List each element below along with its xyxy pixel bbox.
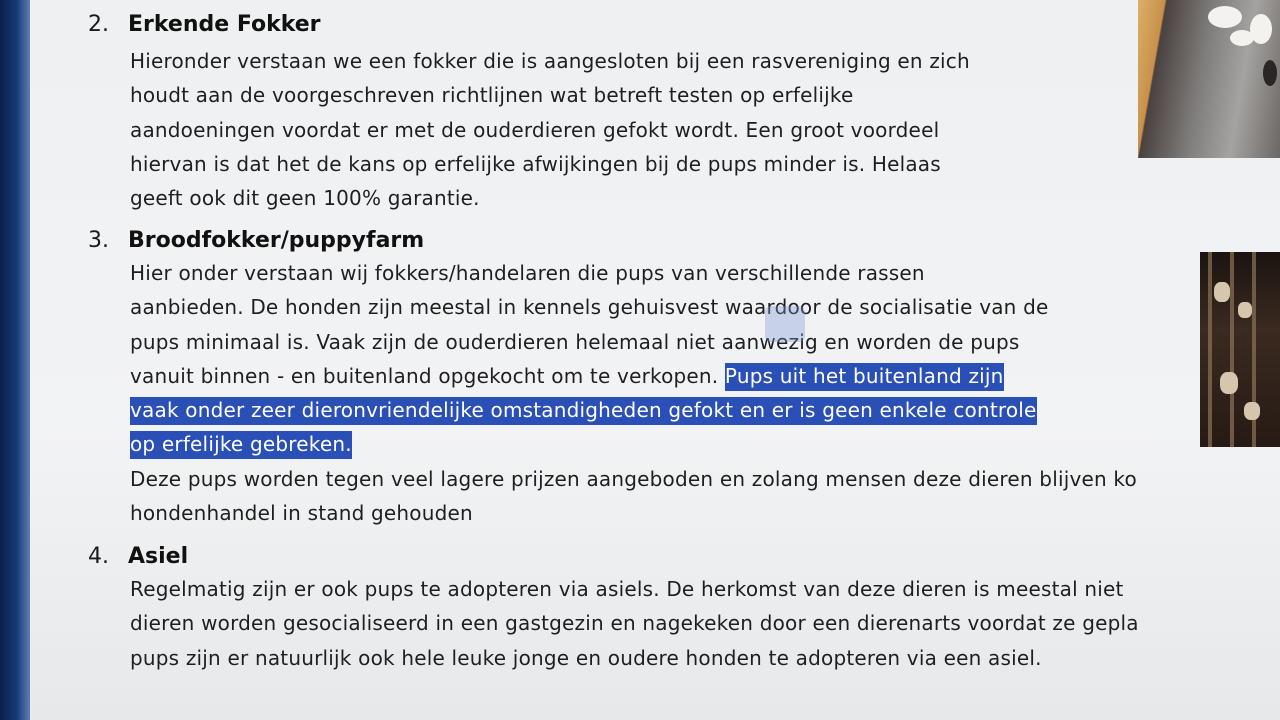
text-line: geeft ook dit geen 100% garantie. [130,186,480,211]
text-line: aandoeningen voordat er met de ouderdieren gefokt wordt. Een groot voordeel [130,117,940,142]
text-line: Regelmatig zijn er ook pups te adopteren via asiels. De herkomst van deze dieren is meestal niet [130,577,1124,601]
text-segment: vanuit binnen - en buitenland opgekocht om te verkopen. [130,363,725,388]
web-page[interactable] [30,0,1280,720]
section-text[interactable] [130,44,970,215]
text-line: pups zijn er natuurlijk ook hele leuke jonge en oudere honden te adopteren via een asiel. [130,645,1042,670]
screen-bezel [0,0,30,720]
cursor-icon [765,306,805,342]
selected-text[interactable]: Pups uit het buitenland zijn [725,363,1004,391]
selected-text[interactable]: vaak onder zeer dieronvriendelijke omstandigheden gefokt en er is geen enkele controle [130,397,1037,425]
text-line: Hieronder verstaan we een fokker die is aangesloten bij een rasvereniging en zich [130,49,970,73]
list-number: 3. [88,228,109,253]
list-number: 2. [88,12,109,37]
text-line [130,393,1137,427]
selected-text[interactable]: op erfelijke gebreken. [130,431,352,459]
section-title: Broodfokker/puppyfarm [128,228,425,253]
section-title: Erkende Fokker [128,12,321,37]
section-text[interactable] [130,572,1139,675]
text-line: dieren worden gesocialiseerd in een gastgezin en nagekeken door een dierenarts voordat ze gepla [130,611,1139,636]
text-line: aanbieden. De honden zijn meestal in kennels gehuisvest waardoor de socialisatie van de [130,295,1049,320]
text-line [130,427,1137,461]
text-line: hiervan is dat het de kans op erfelijke afwijkingen bij de pups minder is. Helaas [130,151,941,176]
text-line: Hier onder verstaan wij fokkers/handelaren die pups van verschillende rassen [130,261,925,285]
section-text[interactable] [130,256,1137,530]
text-line [130,359,1137,393]
dog-photo-icon[interactable] [1138,0,1280,158]
puppyfarm-photo-icon[interactable] [1200,252,1280,447]
text-line: pups minimaal is. Vaak zijn de ouderdieren helemaal niet aanwezig en worden de pups [130,329,1020,354]
list-number: 4. [88,544,109,569]
text-line: Deze pups worden tegen veel lagere prijzen aangeboden en zolang mensen deze dieren blijven ko [130,466,1137,491]
text-line: hondenhandel in stand gehouden [130,501,473,526]
section-title: Asiel [128,544,189,569]
text-line: houdt aan de voorgeschreven richtlijnen wat betreft testen op erfelijke [130,83,854,108]
